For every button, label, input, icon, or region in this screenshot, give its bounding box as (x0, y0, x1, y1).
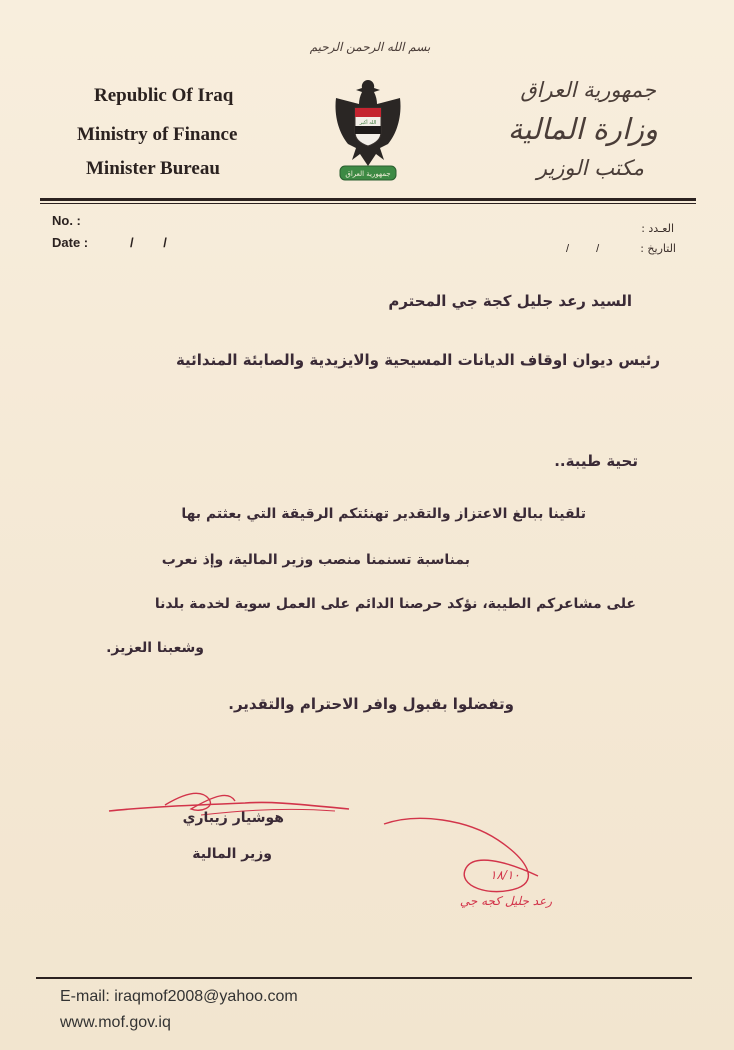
ar-date-slashes: / / (566, 243, 600, 255)
basmala: بسم الله الرحمن الرحيم (309, 40, 431, 54)
ar-no-label: العـدد : (641, 222, 674, 235)
ar-date-label: التاريخ : (640, 242, 676, 255)
date-label: Date : (52, 235, 89, 250)
footer-rule (36, 977, 692, 979)
addressee-title: رئيس ديوان اوقاف الديانات المسيحية والايزيدية والصابئة المندائية (175, 351, 660, 369)
header-republic: Republic Of Iraq (94, 85, 234, 106)
emblem-flag-text: الله أكبر (359, 120, 377, 126)
body-line-2: بمناسبة تسنمنا منصب وزير المالية، وإذ نعرب (161, 552, 470, 568)
body-line-1: تلقينا ببالغ الاعتزاز والتقدير تهنئتكم الرقيقة التي بعثتم بها (181, 506, 586, 522)
header-rule-thin (40, 203, 696, 204)
receipt-name: رعد جليل كجه جي (459, 894, 552, 908)
no-label: No. : (52, 213, 81, 228)
signatory-name: هوشيار زيباري (182, 810, 284, 826)
header-ministry: Ministry of Finance (77, 124, 238, 145)
emblem-banner-text: جمهورية العراق (345, 170, 391, 178)
header-ar-republic: جمهورية العراق (520, 78, 656, 102)
eagle-icon (326, 74, 410, 186)
footer-email: E-mail: iraqmof2008@yahoo.com (60, 988, 298, 1005)
header-ar-ministry: وزارة المالية (507, 112, 658, 146)
receipt-date: ١٨/١٠ (490, 868, 520, 882)
addressee: السيد رعد جليل كجة جي المحترم (388, 292, 632, 310)
closing: وتفضلوا بقبول وافر الاحترام والتقدير. (228, 695, 514, 713)
header-bureau: Minister Bureau (86, 158, 220, 179)
date-slashes: / / (130, 235, 167, 250)
greeting: تحية طيبة.. (554, 452, 638, 470)
receipt-annotation-scribble (378, 810, 558, 900)
iraq-eagle-emblem (326, 74, 410, 186)
body-line-3: على مشاعركم الطيبة، نؤكد حرصنا الدائم على العمل سوية لخدمة بلدنا (154, 596, 636, 612)
header-ar-bureau: مكتب الوزير (536, 156, 644, 180)
signatory-title: وزير المالية (192, 846, 272, 862)
header-rule-thick (40, 198, 696, 201)
body-line-4: وشعبنا العزيز. (106, 640, 204, 656)
footer-website: www.mof.gov.iq (60, 1014, 171, 1031)
